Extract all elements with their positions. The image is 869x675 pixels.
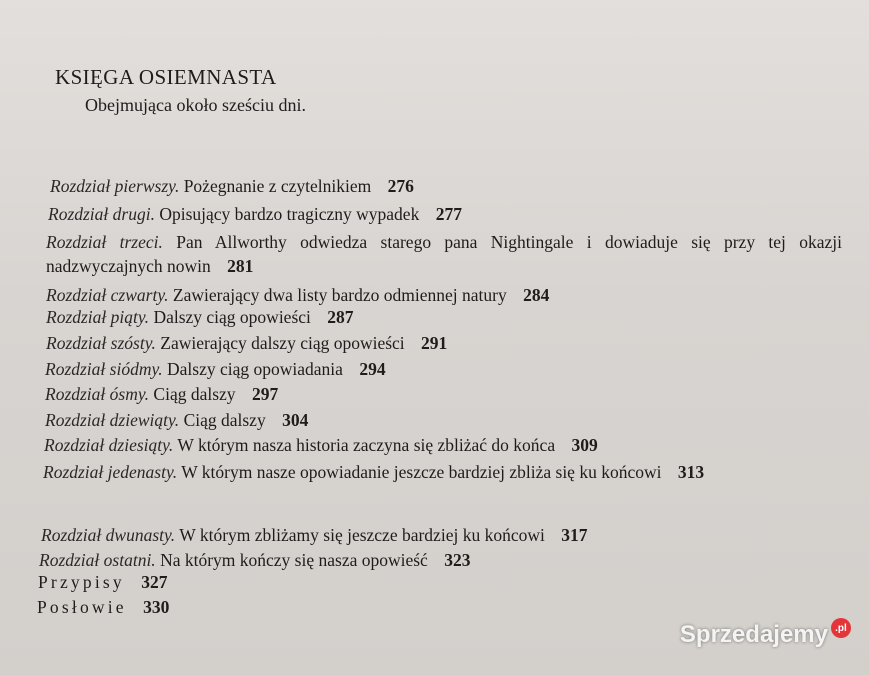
chapter-label: Rozdział ósmy. bbox=[45, 384, 150, 404]
chapter-label: Rozdział ostatni. bbox=[39, 550, 156, 570]
toc-entry bbox=[44, 433, 598, 457]
toc-entry bbox=[39, 548, 470, 572]
book-title: KSIĘGA OSIEMNASTA bbox=[55, 65, 277, 89]
chapter-page: 297 bbox=[251, 384, 279, 404]
chapter-page: 309 bbox=[571, 435, 598, 455]
chapter-page: 277 bbox=[435, 204, 462, 224]
chapter-page: 317 bbox=[561, 525, 588, 545]
toc-entry bbox=[48, 202, 462, 226]
chapter-page: 291 bbox=[421, 333, 448, 353]
toc-entry bbox=[37, 595, 169, 619]
chapter-page: 287 bbox=[327, 307, 354, 327]
chapter-title: Zawierający dalszy ciąg opowieści bbox=[160, 333, 405, 353]
toc-entry bbox=[43, 460, 839, 484]
chapter-title: W którym nasza historia zaczyna się zbliżać do końca bbox=[177, 435, 556, 455]
chapter-page: 304 bbox=[282, 410, 309, 430]
chapter-page: 276 bbox=[387, 176, 414, 196]
chapter-label: Rozdział pierwszy. bbox=[50, 176, 180, 196]
section-page: 330 bbox=[143, 597, 170, 617]
chapter-label: Rozdział jedenasty. bbox=[43, 462, 178, 482]
chapter-title: W którym nasze opowiadanie jeszcze bardziej zbliża się ku końcowi bbox=[181, 462, 662, 482]
chapter-label: Rozdział dziewiąty. bbox=[45, 410, 180, 430]
chapter-label: Rozdział dziesiąty. bbox=[44, 435, 174, 455]
chapter-label: Rozdział drugi. bbox=[48, 204, 155, 224]
toc-entry bbox=[46, 230, 842, 278]
chapter-label: Rozdział dwunasty. bbox=[41, 525, 176, 545]
chapter-page: 281 bbox=[227, 256, 254, 276]
chapter-title: Dalszy ciąg opowieści bbox=[153, 307, 311, 327]
watermark-text: Sprzedajemy bbox=[679, 621, 828, 648]
toc-entry bbox=[45, 382, 278, 406]
chapter-title: Dalszy ciąg opowiadania bbox=[167, 359, 343, 379]
chapter-title: Pan Allworthy odwiedza starego pana Nightingale i dowiaduje się przy tej okazji nadzwyczajnych nowin bbox=[46, 232, 842, 276]
chapter-page: 284 bbox=[523, 285, 550, 305]
section-page: 327 bbox=[141, 572, 168, 592]
chapter-title: Pożegnanie z czytelnikiem bbox=[183, 176, 372, 196]
chapter-title: Zawierający dwa listy bardzo odmiennej natury bbox=[172, 285, 507, 305]
chapter-page: 313 bbox=[677, 462, 705, 482]
chapter-title: Na którym kończy się nasza opowieść bbox=[160, 550, 428, 570]
toc-entry bbox=[41, 523, 587, 547]
toc-entry bbox=[46, 305, 354, 329]
section-label: Przypisy bbox=[38, 572, 125, 592]
chapter-page: 323 bbox=[444, 550, 471, 570]
chapter-page: 294 bbox=[359, 359, 386, 379]
toc-entry bbox=[45, 408, 308, 432]
chapter-title: Ciąg dalszy bbox=[153, 384, 236, 404]
watermark-badge: .pl bbox=[831, 618, 851, 638]
watermark-logo bbox=[680, 621, 851, 649]
chapter-label: Rozdział szósty. bbox=[46, 333, 156, 353]
chapter-title: Opisujący bardzo tragiczny wypadek bbox=[159, 204, 420, 224]
toc-entry bbox=[45, 357, 386, 381]
toc-entry bbox=[46, 331, 447, 355]
chapter-label: Rozdział piąty. bbox=[46, 307, 150, 327]
chapter-title: Ciąg dalszy bbox=[183, 410, 266, 430]
chapter-label: Rozdział trzeci. bbox=[46, 232, 163, 252]
chapter-label: Rozdział czwarty. bbox=[46, 285, 169, 305]
toc-entry bbox=[46, 283, 549, 307]
toc-entry bbox=[50, 174, 414, 198]
section-label: Posłowie bbox=[37, 597, 127, 617]
toc-entry bbox=[38, 570, 167, 594]
chapter-label: Rozdział siódmy. bbox=[45, 359, 163, 379]
chapter-title: W którym zbliżamy się jeszcze bardziej ku końcowi bbox=[179, 525, 545, 545]
book-subtitle: Obejmująca około sześciu dni. bbox=[85, 95, 306, 115]
book-header bbox=[55, 64, 306, 118]
